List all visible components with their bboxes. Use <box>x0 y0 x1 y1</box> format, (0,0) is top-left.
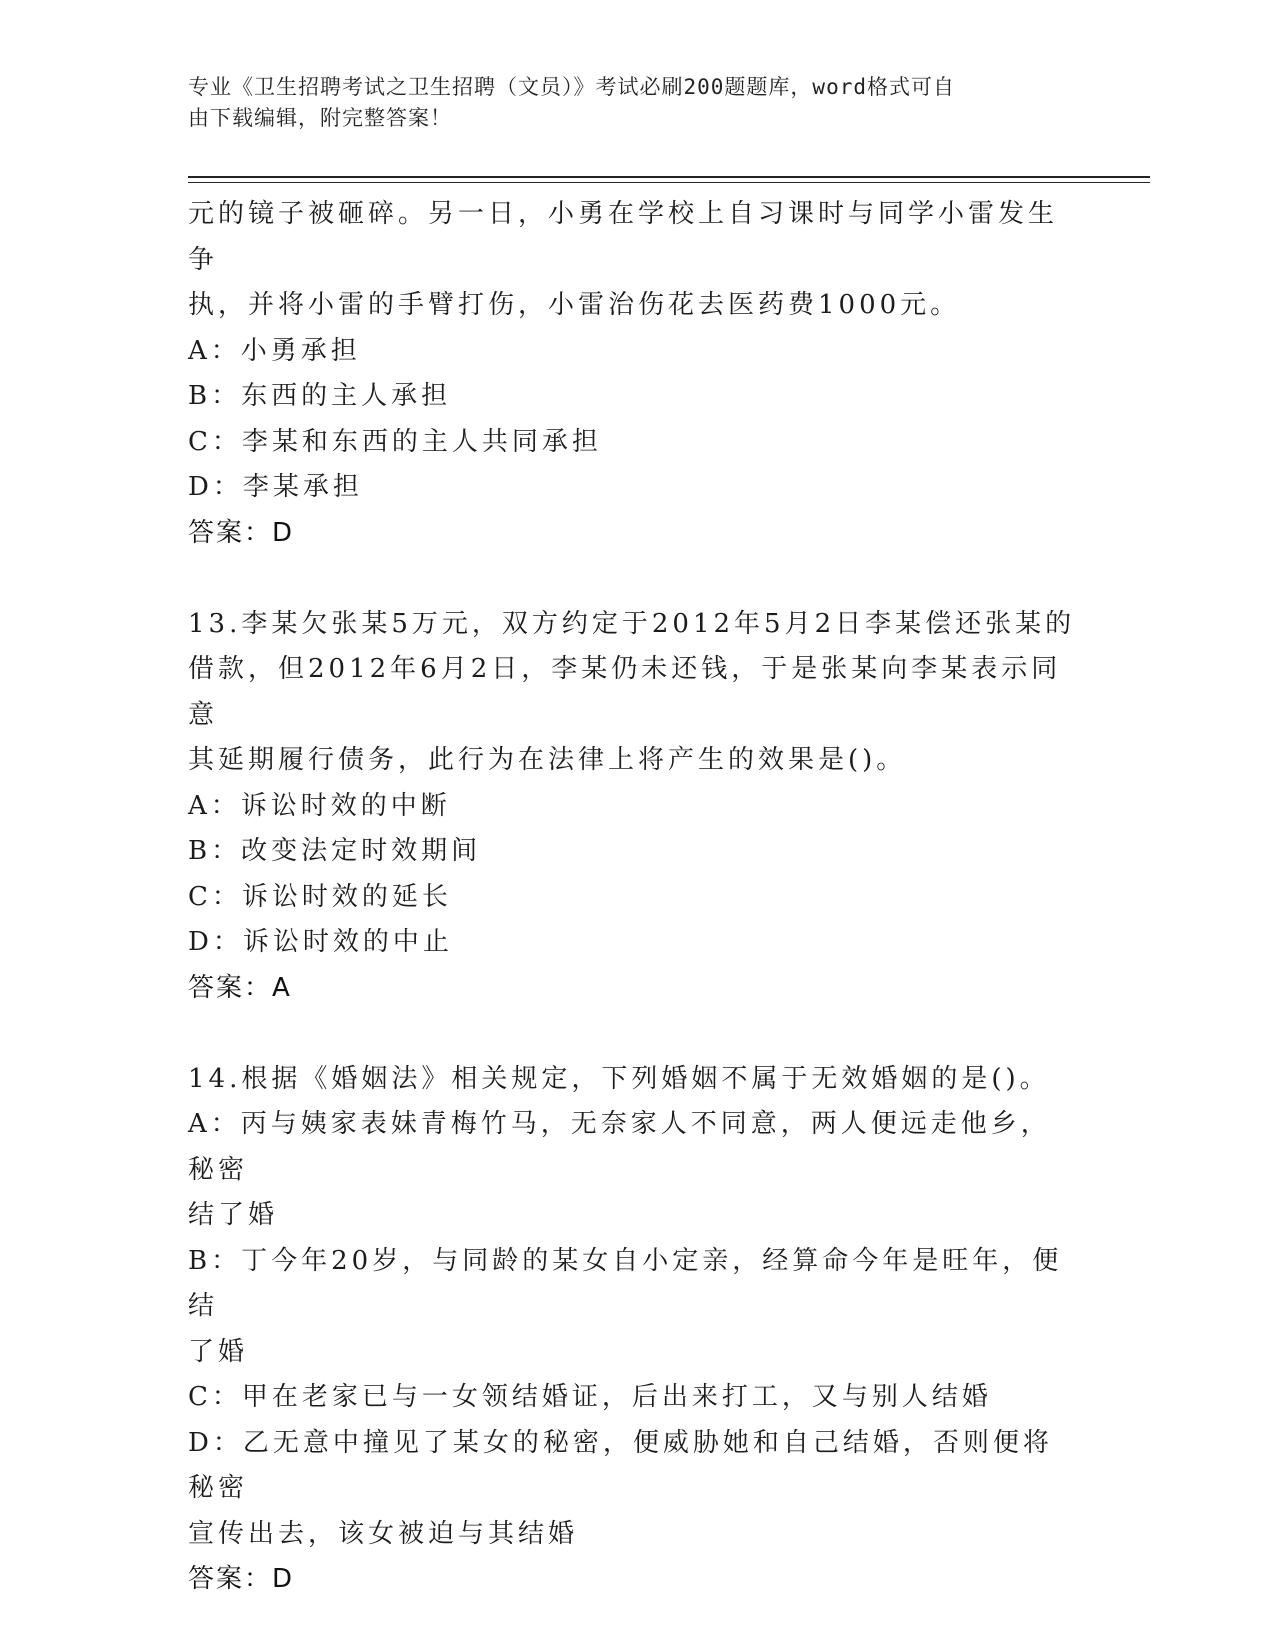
question-stem-line: 元的镜子被砸碎。另一日，小勇在学校上自习课时与同学小雷发生争 <box>188 199 1059 275</box>
spacer <box>188 556 1078 602</box>
answer-line: 答案：A <box>188 972 292 1003</box>
header-line-1: 专业《卫生招聘考试之卫生招聘（文员）》考试必刷200题题库，word格式可自 <box>188 75 955 99</box>
option-d-continued: 宣传出去，该女被迫与其结婚 <box>188 1518 579 1549</box>
question-stem-line: 13.李某欠张某5万元，双方约定于2012年5月2日李某偿还张某的 <box>188 608 1076 639</box>
option-d: D：李某承担 <box>188 472 363 502</box>
option-a-continued: 结了婚 <box>188 1200 279 1230</box>
answer-line: 答案：D <box>188 517 295 548</box>
answer-line: 答案：D <box>188 1564 295 1594</box>
option-b: B：丁今年20岁，与同龄的某女自小定亲，经算命今年是旺年，便结 <box>188 1245 1063 1321</box>
question-stem-line: 借款，但2012年6月2日，李某仍未还钱，于是张某向李某表示同意 <box>188 654 1062 730</box>
question-13 <box>188 602 1078 1012</box>
question-stem-line: 14.根据《婚姻法》相关规定，下列婚姻不属于无效婚姻的是()。 <box>188 1063 1050 1094</box>
option-c: C：甲在老家已与一女领结婚证，后出来打工，又与别人结婚 <box>188 1382 992 1412</box>
header-rule-thin <box>188 182 1150 183</box>
question-12 <box>188 192 1078 556</box>
option-d: D：乙无意中撞见了某女的秘密，便威胁她和自己结婚，否则便将秘密 <box>188 1427 1053 1503</box>
option-a: A：诉讼时效的中断 <box>188 790 451 821</box>
option-b: B：东西的主人承担 <box>188 381 452 411</box>
document-header <box>188 72 1088 134</box>
option-a: A：丙与姨家表妹青梅竹马，无奈家人不同意，两人便远走他乡，秘密 <box>188 1109 1051 1185</box>
header-rule-thick <box>188 176 1150 178</box>
option-d: D：诉讼时效的中止 <box>188 927 453 957</box>
question-stem-line: 执，并将小雷的手臂打伤，小雷治伤花去医药费1000元。 <box>188 290 961 320</box>
document-body <box>188 192 1078 1603</box>
header-line-2: 由下载编辑，附完整答案！ <box>188 106 452 130</box>
question-14 <box>188 1057 1078 1603</box>
option-a: A：小勇承担 <box>188 335 361 366</box>
option-c: C：李某和东西的主人共同承担 <box>188 426 602 457</box>
option-b: B：改变法定时效期间 <box>188 836 482 866</box>
option-b-continued: 了婚 <box>188 1336 249 1367</box>
option-c: C：诉讼时效的延长 <box>188 881 452 912</box>
question-stem-line: 其延期履行债务，此行为在法律上将产生的效果是()。 <box>188 745 907 775</box>
spacer <box>188 1011 1078 1057</box>
